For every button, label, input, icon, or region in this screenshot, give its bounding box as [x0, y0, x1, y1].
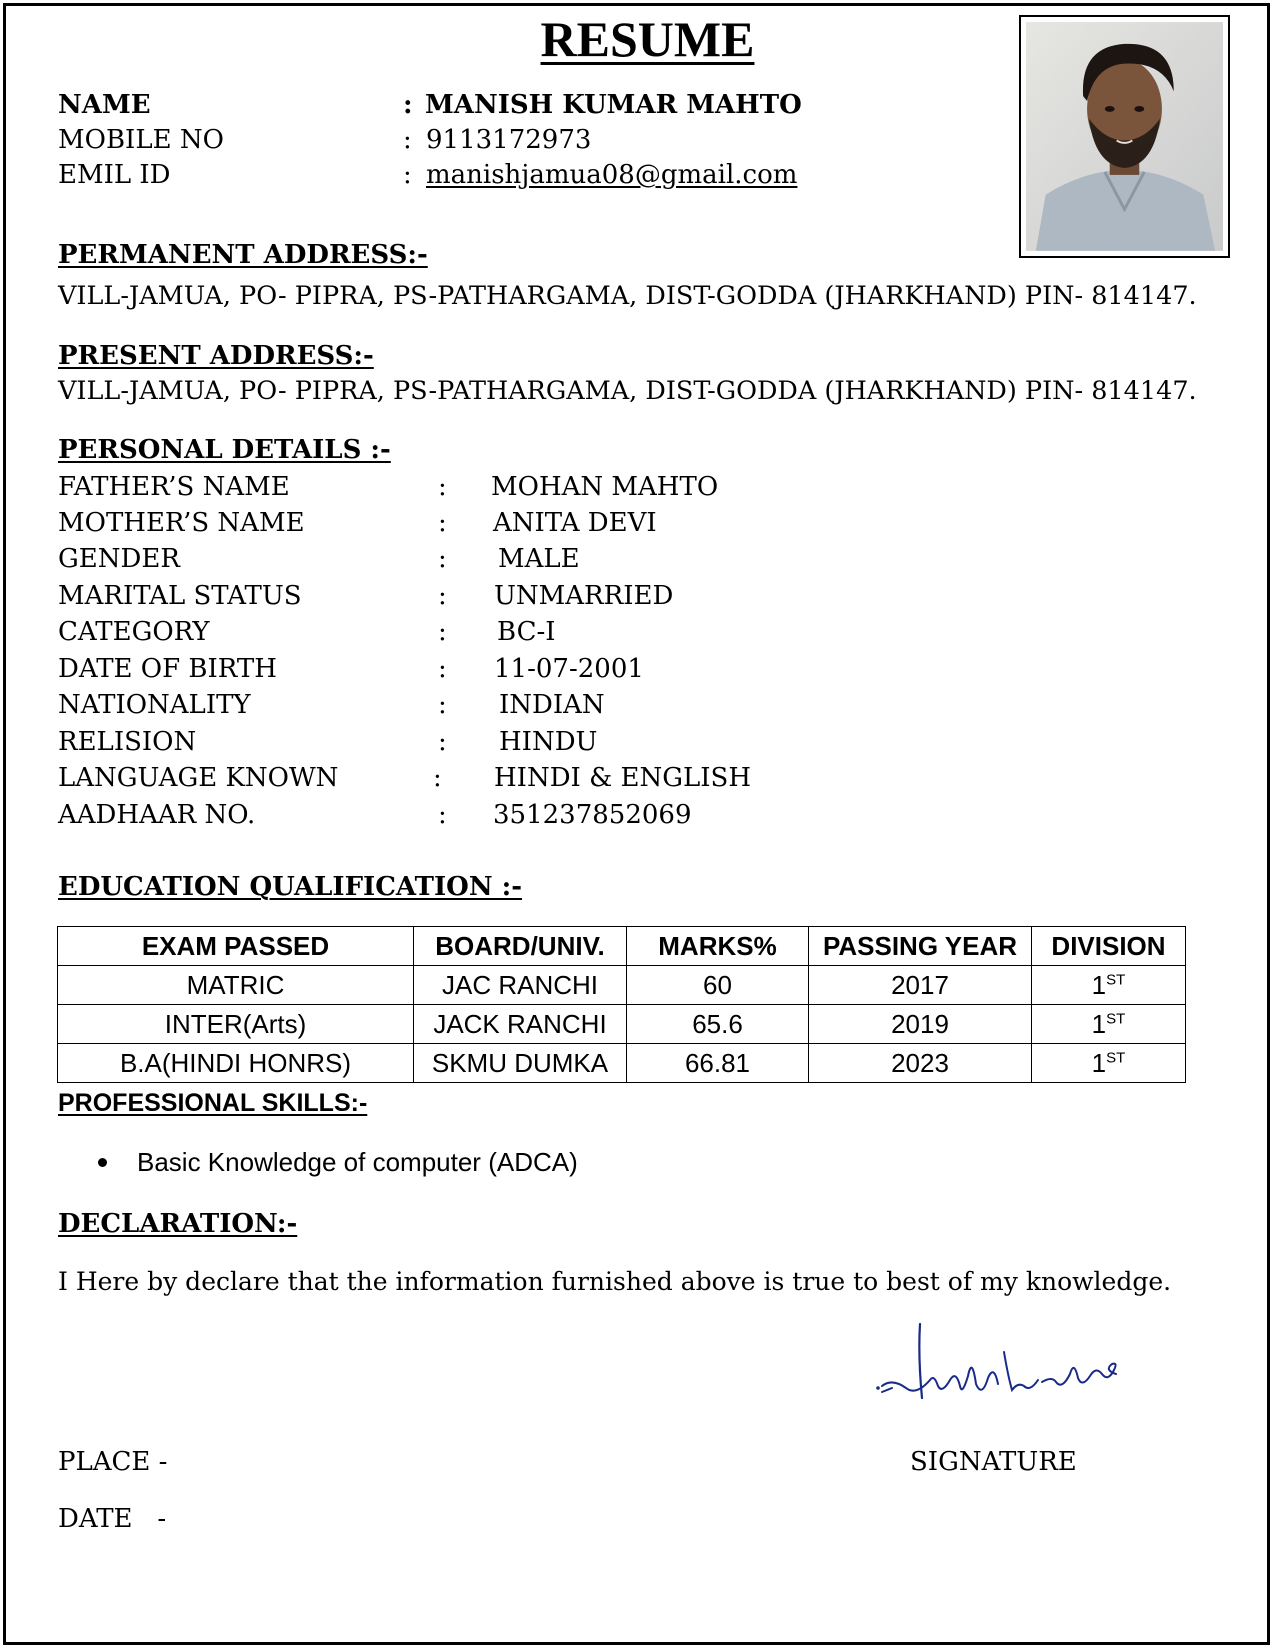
declaration-text: I Here by declare that the information furnished above is true to best of my knowledge.: [58, 1267, 1172, 1296]
education-header-row: [58, 927, 1186, 966]
column-header-division: DIVISION: [1032, 927, 1186, 966]
column-header-year: PASSING YEAR: [809, 927, 1032, 966]
date-label: DATE -: [58, 1504, 167, 1534]
table-row: [58, 1044, 1186, 1083]
division-suffix: ST: [1106, 971, 1126, 989]
name-separator: :: [403, 90, 413, 120]
division-number: 1: [1091, 970, 1107, 1000]
name-value: MANISH KUMAR MAHTO: [425, 90, 802, 120]
personal-label: FATHER’S NAME: [58, 472, 290, 502]
personal-separator: :: [438, 617, 447, 647]
personal-label: MARITAL STATUS: [58, 581, 302, 611]
personal-details-heading: PERSONAL DETAILS :-: [58, 435, 391, 465]
personal-value: HINDU: [499, 727, 598, 757]
name-label: NAME: [58, 90, 151, 120]
personal-separator: :: [438, 800, 447, 830]
personal-separator: :: [433, 763, 442, 793]
personal-label: DATE OF BIRTH: [58, 654, 277, 684]
signature-label: SIGNATURE: [910, 1447, 1077, 1477]
personal-value: MOHAN MAHTO: [491, 472, 719, 502]
skills-heading: PROFESSIONAL SKILLS:-: [58, 1089, 368, 1117]
personal-label: RELISION: [58, 727, 197, 757]
personal-label: LANGUAGE KNOWN: [58, 763, 339, 793]
division-number: 1: [1091, 1009, 1107, 1039]
personal-value: 11-07-2001: [494, 654, 644, 684]
column-header-marks: MARKS%: [627, 927, 809, 966]
email-separator: :: [403, 160, 412, 190]
education-table: [57, 926, 1186, 1083]
personal-value: ANITA DEVI: [493, 508, 657, 538]
cell-board: JACK RANCHI: [414, 1005, 627, 1044]
personal-value: HINDI & ENGLISH: [494, 763, 752, 793]
cell-exam: B.A(HINDI HONRS): [58, 1044, 414, 1083]
personal-separator: :: [438, 727, 447, 757]
skill-text: Basic Knowledge of computer (ADCA): [137, 1147, 578, 1177]
personal-value: 351237852069: [493, 800, 692, 830]
present-address-heading: PRESENT ADDRESS:-: [58, 341, 374, 371]
cell-exam: MATRIC: [58, 966, 414, 1005]
division-number: 1: [1091, 1048, 1107, 1078]
personal-label: MOTHER’S NAME: [58, 508, 305, 538]
cell-marks: 66.81: [627, 1044, 809, 1083]
cell-division: [1032, 1005, 1186, 1044]
cell-year: 2019: [809, 1005, 1032, 1044]
list-item: [98, 1149, 578, 1175]
personal-value: BC-I: [497, 617, 556, 647]
cell-year: 2023: [809, 1044, 1032, 1083]
personal-label: AADHAAR NO.: [58, 800, 256, 830]
personal-value: MALE: [498, 544, 580, 574]
personal-separator: :: [438, 581, 447, 611]
education-heading: EDUCATION QUALIFICATION :-: [58, 872, 523, 902]
cell-division: [1032, 1044, 1186, 1083]
mobile-separator: :: [403, 125, 412, 155]
cell-board: SKMU DUMKA: [414, 1044, 627, 1083]
email-link[interactable]: manishjamua08@gmail.com: [426, 160, 798, 190]
personal-separator: :: [438, 508, 447, 538]
cell-division: [1032, 966, 1186, 1005]
table-row: [58, 1005, 1186, 1044]
profile-photo-icon: [1026, 22, 1223, 251]
email-label: EMIL ID: [58, 160, 171, 190]
personal-value: INDIAN: [499, 690, 605, 720]
personal-value: UNMARRIED: [494, 581, 674, 611]
cell-marks: 60: [627, 966, 809, 1005]
mobile-label: MOBILE NO: [58, 125, 224, 155]
table-row: [58, 966, 1186, 1005]
declaration-heading: DECLARATION:-: [58, 1209, 298, 1239]
personal-label: NATIONALITY: [58, 690, 251, 720]
personal-separator: :: [438, 690, 447, 720]
personal-label: CATEGORY: [58, 617, 210, 647]
bullet-icon: [98, 1158, 107, 1167]
resume-title: RESUME: [540, 11, 755, 67]
cell-exam: INTER(Arts): [58, 1005, 414, 1044]
cell-marks: 65.6: [627, 1005, 809, 1044]
column-header-exam: EXAM PASSED: [58, 927, 414, 966]
permanent-address-heading: PERMANENT ADDRESS:-: [58, 240, 428, 270]
cell-year: 2017: [809, 966, 1032, 1005]
personal-separator: :: [438, 654, 447, 684]
permanent-address-text: VILL-JAMUA, PO- PIPRA, PS-PATHARGAMA, DIST-GODDA (JHARKHAND) PIN- 814147.: [58, 281, 1197, 311]
personal-separator: :: [438, 472, 447, 502]
mobile-value: 9113172973: [426, 125, 592, 155]
place-label: PLACE -: [58, 1447, 168, 1477]
personal-separator: :: [438, 544, 447, 574]
profile-photo: [1019, 15, 1230, 258]
signature-icon: [872, 1316, 1132, 1416]
division-suffix: ST: [1106, 1049, 1126, 1067]
present-address-text: VILL-JAMUA, PO- PIPRA, PS-PATHARGAMA, DIST-GODDA (JHARKHAND) PIN- 814147.: [58, 376, 1197, 406]
column-header-board: BOARD/UNIV.: [414, 927, 627, 966]
division-suffix: ST: [1106, 1010, 1126, 1028]
personal-label: GENDER: [58, 544, 180, 574]
cell-board: JAC RANCHI: [414, 966, 627, 1005]
